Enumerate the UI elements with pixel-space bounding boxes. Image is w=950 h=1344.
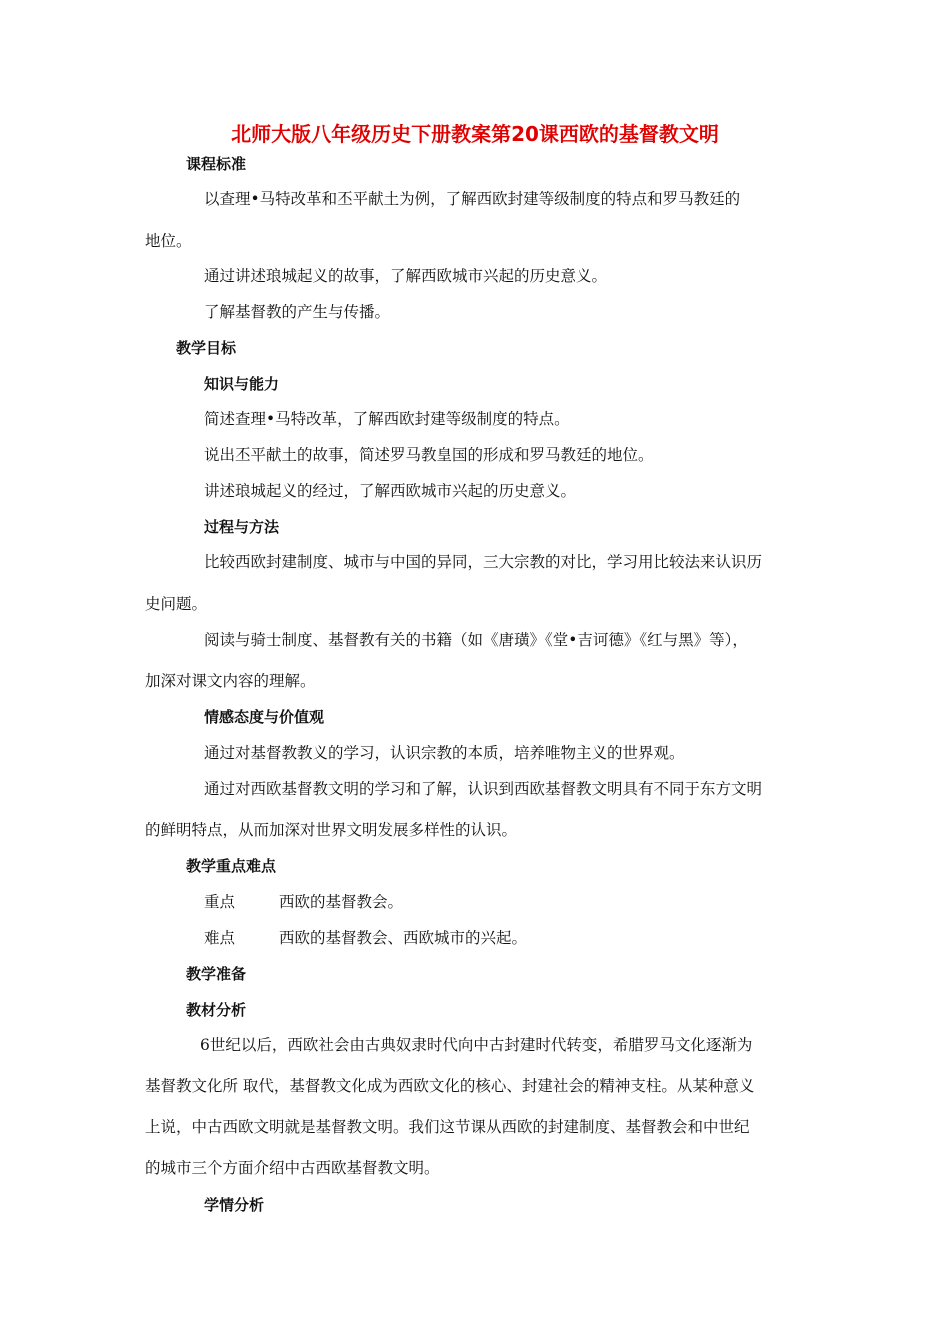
list-item: 简述查理•马特改革，了解西欧封建等级制度的特点。 bbox=[204, 410, 570, 428]
paragraph-line: 的城市三个方面介绍中古西欧基督教文明。 bbox=[145, 1159, 440, 1177]
subheading-process: 过程与方法 bbox=[204, 518, 280, 536]
heading-key-points: 教学重点难点 bbox=[186, 857, 277, 875]
paragraph-line: 通过对基督教教义的学习，认识宗教的本质，培养唯物主义的世界观。 bbox=[204, 744, 685, 762]
heading-textbook-analysis: 教材分析 bbox=[186, 1001, 247, 1019]
heading-teaching-goals: 教学目标 bbox=[176, 339, 237, 357]
paragraph-line: 史问题。 bbox=[145, 595, 208, 613]
subheading-knowledge: 知识与能力 bbox=[204, 375, 280, 393]
paragraph-line: 阅读与骑士制度、基督教有关的书籍（如《唐璜》《堂•吉诃德》《红与黑》等）， bbox=[204, 631, 748, 649]
difficult-text: 西欧的基督教会、西欧城市的兴起。 bbox=[279, 929, 528, 947]
list-item: 讲述琅城起义的经过，了解西欧城市兴起的历史意义。 bbox=[204, 482, 577, 500]
subheading-emotion: 情感态度与价值观 bbox=[204, 708, 325, 726]
heading-course-standard: 课程标准 bbox=[186, 155, 247, 173]
difficult-point-row bbox=[204, 927, 527, 949]
key-point-row bbox=[204, 891, 403, 913]
key-text: 西欧的基督教会。 bbox=[279, 893, 404, 911]
paragraph-line: 以查理•马特改革和丕平献土为例，了解西欧封建等级制度的特点和罗马教廷的 bbox=[204, 190, 741, 208]
paragraph-line: 通过对西欧基督教文明的学习和了解，认识到西欧基督教文明具有不同于东方文明 bbox=[204, 780, 763, 798]
paragraph-line: 地位。 bbox=[145, 232, 192, 250]
paragraph-line: 的鲜明特点，从而加深对世界文明发展多样性的认识。 bbox=[145, 821, 518, 839]
paragraph-line: 基督教文化所 取代，基督教文化成为西欧文化的核心、封建社会的精神支柱。从某种意义 bbox=[145, 1077, 755, 1095]
paragraph-line: 6世纪以后，西欧社会由古典奴隶时代向中古封建时代转变，希腊罗马文化逐渐为 bbox=[200, 1036, 753, 1054]
document-title: 北师大版八年级历史下册教案第20课西欧的基督教文明 bbox=[231, 122, 719, 146]
paragraph-line: 上说，中古西欧文明就是基督教文明。我们这节课从西欧的封建制度、基督教会和中世纪 bbox=[145, 1118, 750, 1136]
paragraph-line: 通过讲述琅城起义的故事，了解西欧城市兴起的历史意义。 bbox=[204, 267, 608, 285]
heading-student-analysis: 学情分析 bbox=[204, 1196, 265, 1214]
list-item: 说出丕平献土的故事，简述罗马教皇国的形成和罗马教廷的地位。 bbox=[204, 446, 654, 464]
paragraph-line: 了解基督教的产生与传播。 bbox=[204, 303, 391, 321]
heading-preparation: 教学准备 bbox=[186, 965, 247, 983]
key-label: 重点 bbox=[204, 893, 236, 911]
paragraph-line: 加深对课文内容的理解。 bbox=[145, 672, 316, 690]
difficult-label: 难点 bbox=[204, 929, 236, 947]
paragraph-line: 比较西欧封建制度、城市与中国的异同，三大宗教的对比，学习用比较法来认识历 bbox=[204, 553, 763, 571]
